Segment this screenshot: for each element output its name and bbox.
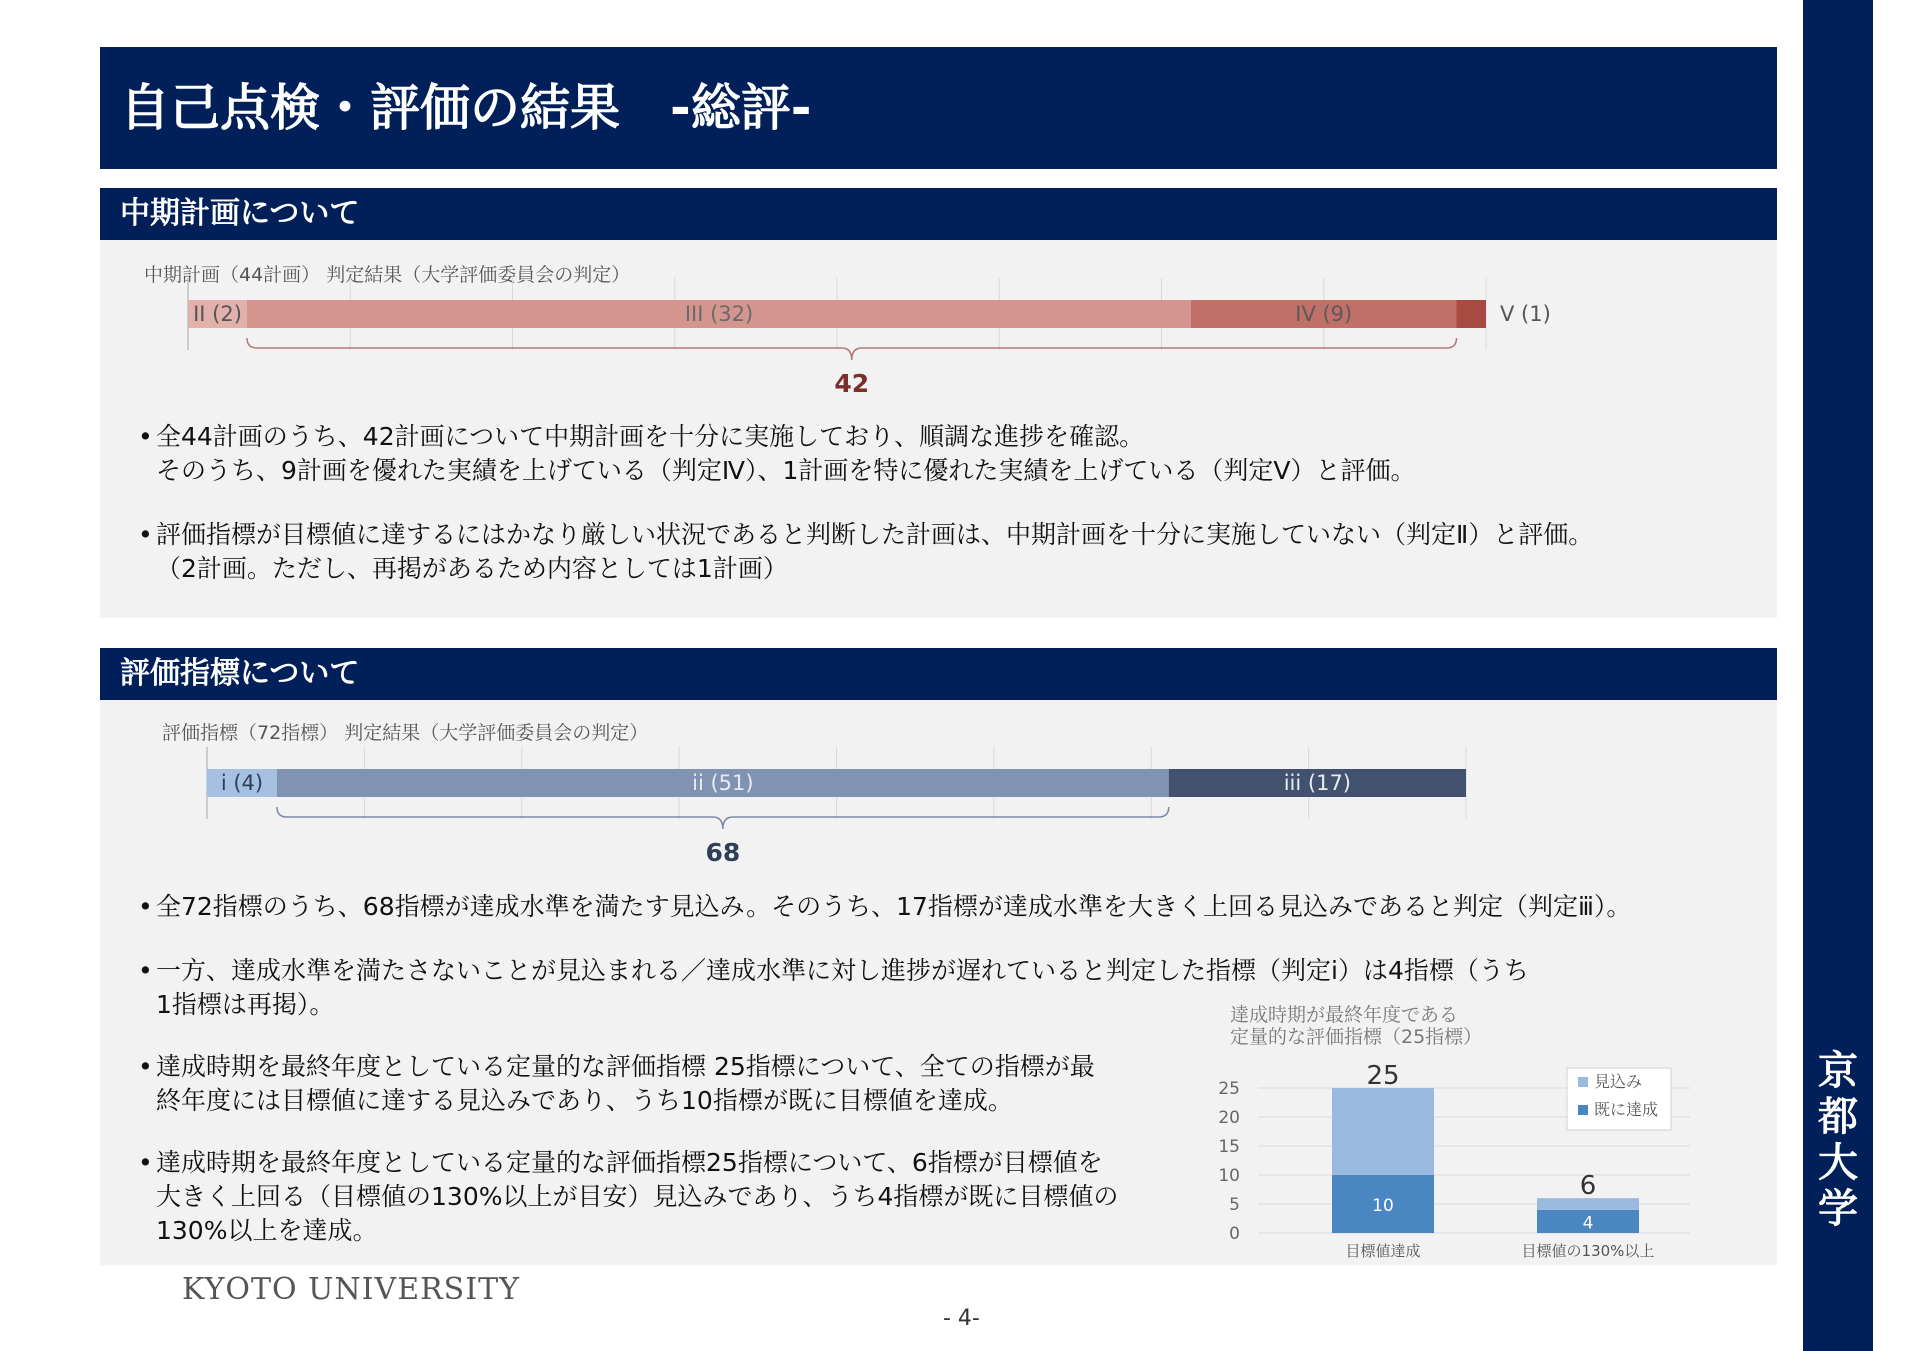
- legend-label: 既に達成: [1594, 1100, 1659, 1119]
- side-logo-char: 学: [1818, 1185, 1858, 1232]
- bullet-dot: •: [138, 956, 153, 985]
- legend-swatch: [1578, 1105, 1588, 1115]
- bullet-line: 評価指標が目標値に達するにはかなり厳しい状況であると判断した計画は、中期計画を十分に実施していない（判定Ⅱ）と評価。: [156, 520, 1594, 549]
- y-tick-label: 0: [1229, 1224, 1240, 1244]
- page-title: 自己点検・評価の結果 -総評-: [120, 79, 812, 137]
- side-logo-char: 大: [1818, 1139, 1858, 1186]
- footer-logo: KYOTO UNIVERSITY: [182, 1272, 520, 1307]
- chart-caption-evaluation-indicators: 評価指標（72指標） 判定結果（大学評価委員会の判定）: [162, 722, 649, 744]
- bracket-total-label: 42: [834, 369, 870, 398]
- bar-label-V: V (1): [1500, 302, 1551, 326]
- section-header-evaluation-indicators: 評価指標について: [100, 648, 1777, 700]
- side-logo-char: 京: [1818, 1047, 1858, 1094]
- bullet-dot: •: [138, 520, 153, 549]
- bullet-dot: •: [138, 892, 153, 921]
- section-header-mid-term-plan: 中期計画について: [100, 188, 1777, 240]
- bullet-dot: •: [138, 422, 153, 451]
- bar-label-IV: IV (9): [1295, 302, 1353, 326]
- bracket: [277, 807, 1169, 829]
- bar-label-III: III (32): [684, 302, 754, 326]
- bullet-line: 全44計画のうち、42計画について中期計画を十分に実施しており、順調な進捗を確認。: [156, 422, 1145, 451]
- bullet-line: （2計画。ただし、再掲があるため内容としては1計画）: [156, 554, 788, 583]
- bar-label-i: i (4): [220, 771, 264, 795]
- bullet-line: 達成時期を最終年度としている定量的な評価指標 25指標について、全ての指標が最: [156, 1052, 1095, 1081]
- x-tick-label: 目標値の130%以上: [1521, 1242, 1655, 1260]
- bracket: [247, 338, 1457, 360]
- bullet-dot: •: [138, 1148, 153, 1177]
- bracket-total-label: 68: [705, 838, 741, 867]
- bullet-line: 大きく上回る（目標値の130%以上が目安）見込みであり、うち4指標が既に目標値の: [156, 1182, 1119, 1211]
- page-number: - 4-: [943, 1306, 980, 1331]
- bar-label-II: II (2): [193, 302, 242, 326]
- bar-segment-V: [1457, 300, 1487, 328]
- y-tick-label: 10: [1218, 1166, 1240, 1186]
- x-tick-label: 目標値達成: [1345, 1242, 1421, 1260]
- bullet-line: 一方、達成水準を満たさないことが見込まれる／達成水準に対し進捗が遅れていると判定した指標（判定ⅰ）は4指標（うち: [156, 956, 1529, 985]
- y-tick-label: 5: [1229, 1195, 1240, 1215]
- data-label-achieved: 10: [1372, 1196, 1394, 1216]
- bullet-line: そのうち、9計画を優れた実績を上げている（判定Ⅳ）、1計画を特に優れた実績を上げている（判定Ⅴ）と評価。: [156, 456, 1416, 485]
- y-tick-label: 15: [1218, 1137, 1240, 1157]
- total-label: 25: [1366, 1061, 1400, 1091]
- chart-title: 達成時期が最終年度である: [1230, 1004, 1459, 1026]
- legend-label: 見込み: [1594, 1072, 1643, 1091]
- y-tick-label: 20: [1218, 1108, 1240, 1128]
- total-label: 6: [1579, 1171, 1597, 1202]
- legend-swatch: [1578, 1077, 1588, 1087]
- bar-label-iii: iii (17): [1283, 771, 1352, 795]
- chart-caption-mid-term-plan: 中期計画（44計画） 判定結果（大学評価委員会の判定）: [144, 264, 631, 286]
- bullet-line: 1指標は再掲）。: [156, 990, 335, 1019]
- bullet-line: 達成時期を最終年度としている定量的な評価指標25指標について、6指標が目標値を: [156, 1148, 1103, 1177]
- y-tick-label: 25: [1218, 1079, 1240, 1099]
- bullet-line: 終年度には目標値に達する見込みであり、うち10指標が既に目標値を達成。: [156, 1086, 1013, 1115]
- bullet-line: 全72指標のうち、68指標が達成水準を満たす見込み。そのうち、17指標が達成水準を大きく上回る見込みであると判定（判定ⅲ）。: [156, 892, 1632, 921]
- bullet-line: 130%以上を達成。: [156, 1216, 378, 1245]
- bar-見込み: [1332, 1088, 1434, 1175]
- bar-label-ii: ii (51): [692, 771, 754, 795]
- chart-title: 定量的な評価指標（25指標）: [1230, 1026, 1483, 1048]
- side-logo-char: 都: [1818, 1093, 1858, 1140]
- bullet-dot: •: [138, 1052, 153, 1081]
- data-label-achieved: 4: [1582, 1213, 1594, 1234]
